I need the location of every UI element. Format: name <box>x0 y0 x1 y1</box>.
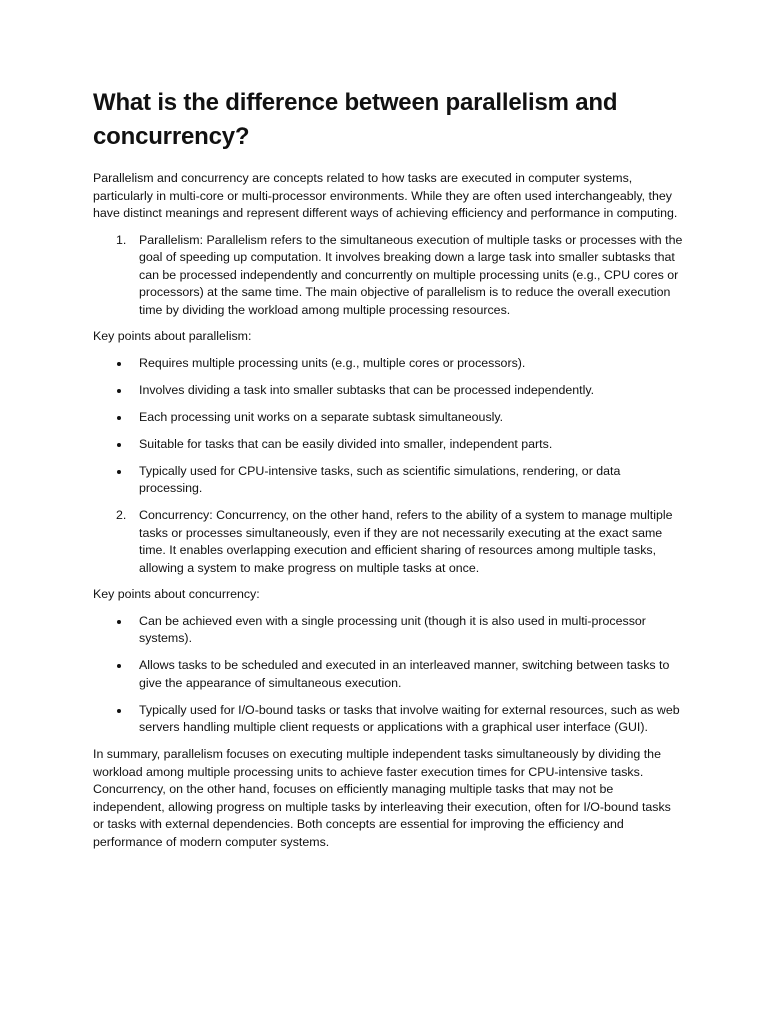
list-number: 2. <box>116 508 127 522</box>
summary-paragraph: In summary, parallelism focuses on executing multiple independent tasks simultaneously by dividing the workload among multiple processing units to achieve faster execution times for CPU-intensive tasks. Concurrency, on the other hand, focuses on efficiently managing multiple tasks that may not be independent, allowing progress on multiple tasks by interleaving their execution, often for I/O-bound tasks or tasks with external dependencies. Both concepts are essential for improving the efficiency and performance of modern computer systems. <box>93 747 671 849</box>
numbered-item-text: Parallelism: Parallelism refers to the simultaneous execution of multiple tasks or processes with the goal of speeding up computation. It involves breaking down a large task into smaller subtasks that can be processed independently and concurrently on multiple processing units (e.g., CPU cores or processors) at the same time. The main objective of parallelism is to reduce the overall execution time by dividing the workload among multiple processing resources. <box>139 232 683 317</box>
intro-paragraph: Parallelism and concurrency are concepts related to how tasks are executed in computer systems, particularly in multi-core or multi-processor environments. While they are often used interchangeably, they have distinct meanings and represent different ways of achieving efficiency and performance in computing. <box>93 171 678 220</box>
bullet-item: Suitable for tasks that can be easily divided into smaller, independent parts. <box>93 436 683 454</box>
bullet-item: Allows tasks to be scheduled and executed in an interleaved manner, switching between tasks to give the appearance of simultaneous execution. <box>93 657 683 692</box>
numbered-item-text: Concurrency: Concurrency, on the other hand, refers to the ability of a system to manage multiple tasks or processes simultaneously, even if they are not necessarily executing at the exact same time. It enables overlapping execution and efficient sharing of resources among multiple tasks, allowing a system to make progress on multiple tasks at once. <box>139 508 673 575</box>
bullet-item: Involves dividing a task into smaller subtasks that can be processed independently. <box>93 382 683 400</box>
numbered-item-parallelism <box>93 232 683 320</box>
parallelism-key-points-label: Key points about parallelism: <box>93 329 252 343</box>
document-page <box>93 86 683 860</box>
bullet-item: Each processing unit works on a separate subtask simultaneously. <box>93 409 683 427</box>
bullet-item: Can be achieved even with a single processing unit (though it is also used in multi-processor systems). <box>93 613 683 648</box>
concurrency-key-points-label: Key points about concurrency: <box>93 587 260 601</box>
bullet-item: Typically used for I/O-bound tasks or tasks that involve waiting for external resources, such as web servers handling multiple client requests or applications with a graphical user interface (GUI). <box>93 702 683 737</box>
document-title: What is the difference between parallelism and concurrency? <box>93 89 618 150</box>
list-number: 1. <box>116 232 127 247</box>
bullet-item: Requires multiple processing units (e.g., multiple cores or processors). <box>93 355 683 373</box>
numbered-item-concurrency <box>93 507 683 577</box>
bullet-item: Typically used for CPU-intensive tasks, such as scientific simulations, rendering, or data processing. <box>93 463 683 498</box>
